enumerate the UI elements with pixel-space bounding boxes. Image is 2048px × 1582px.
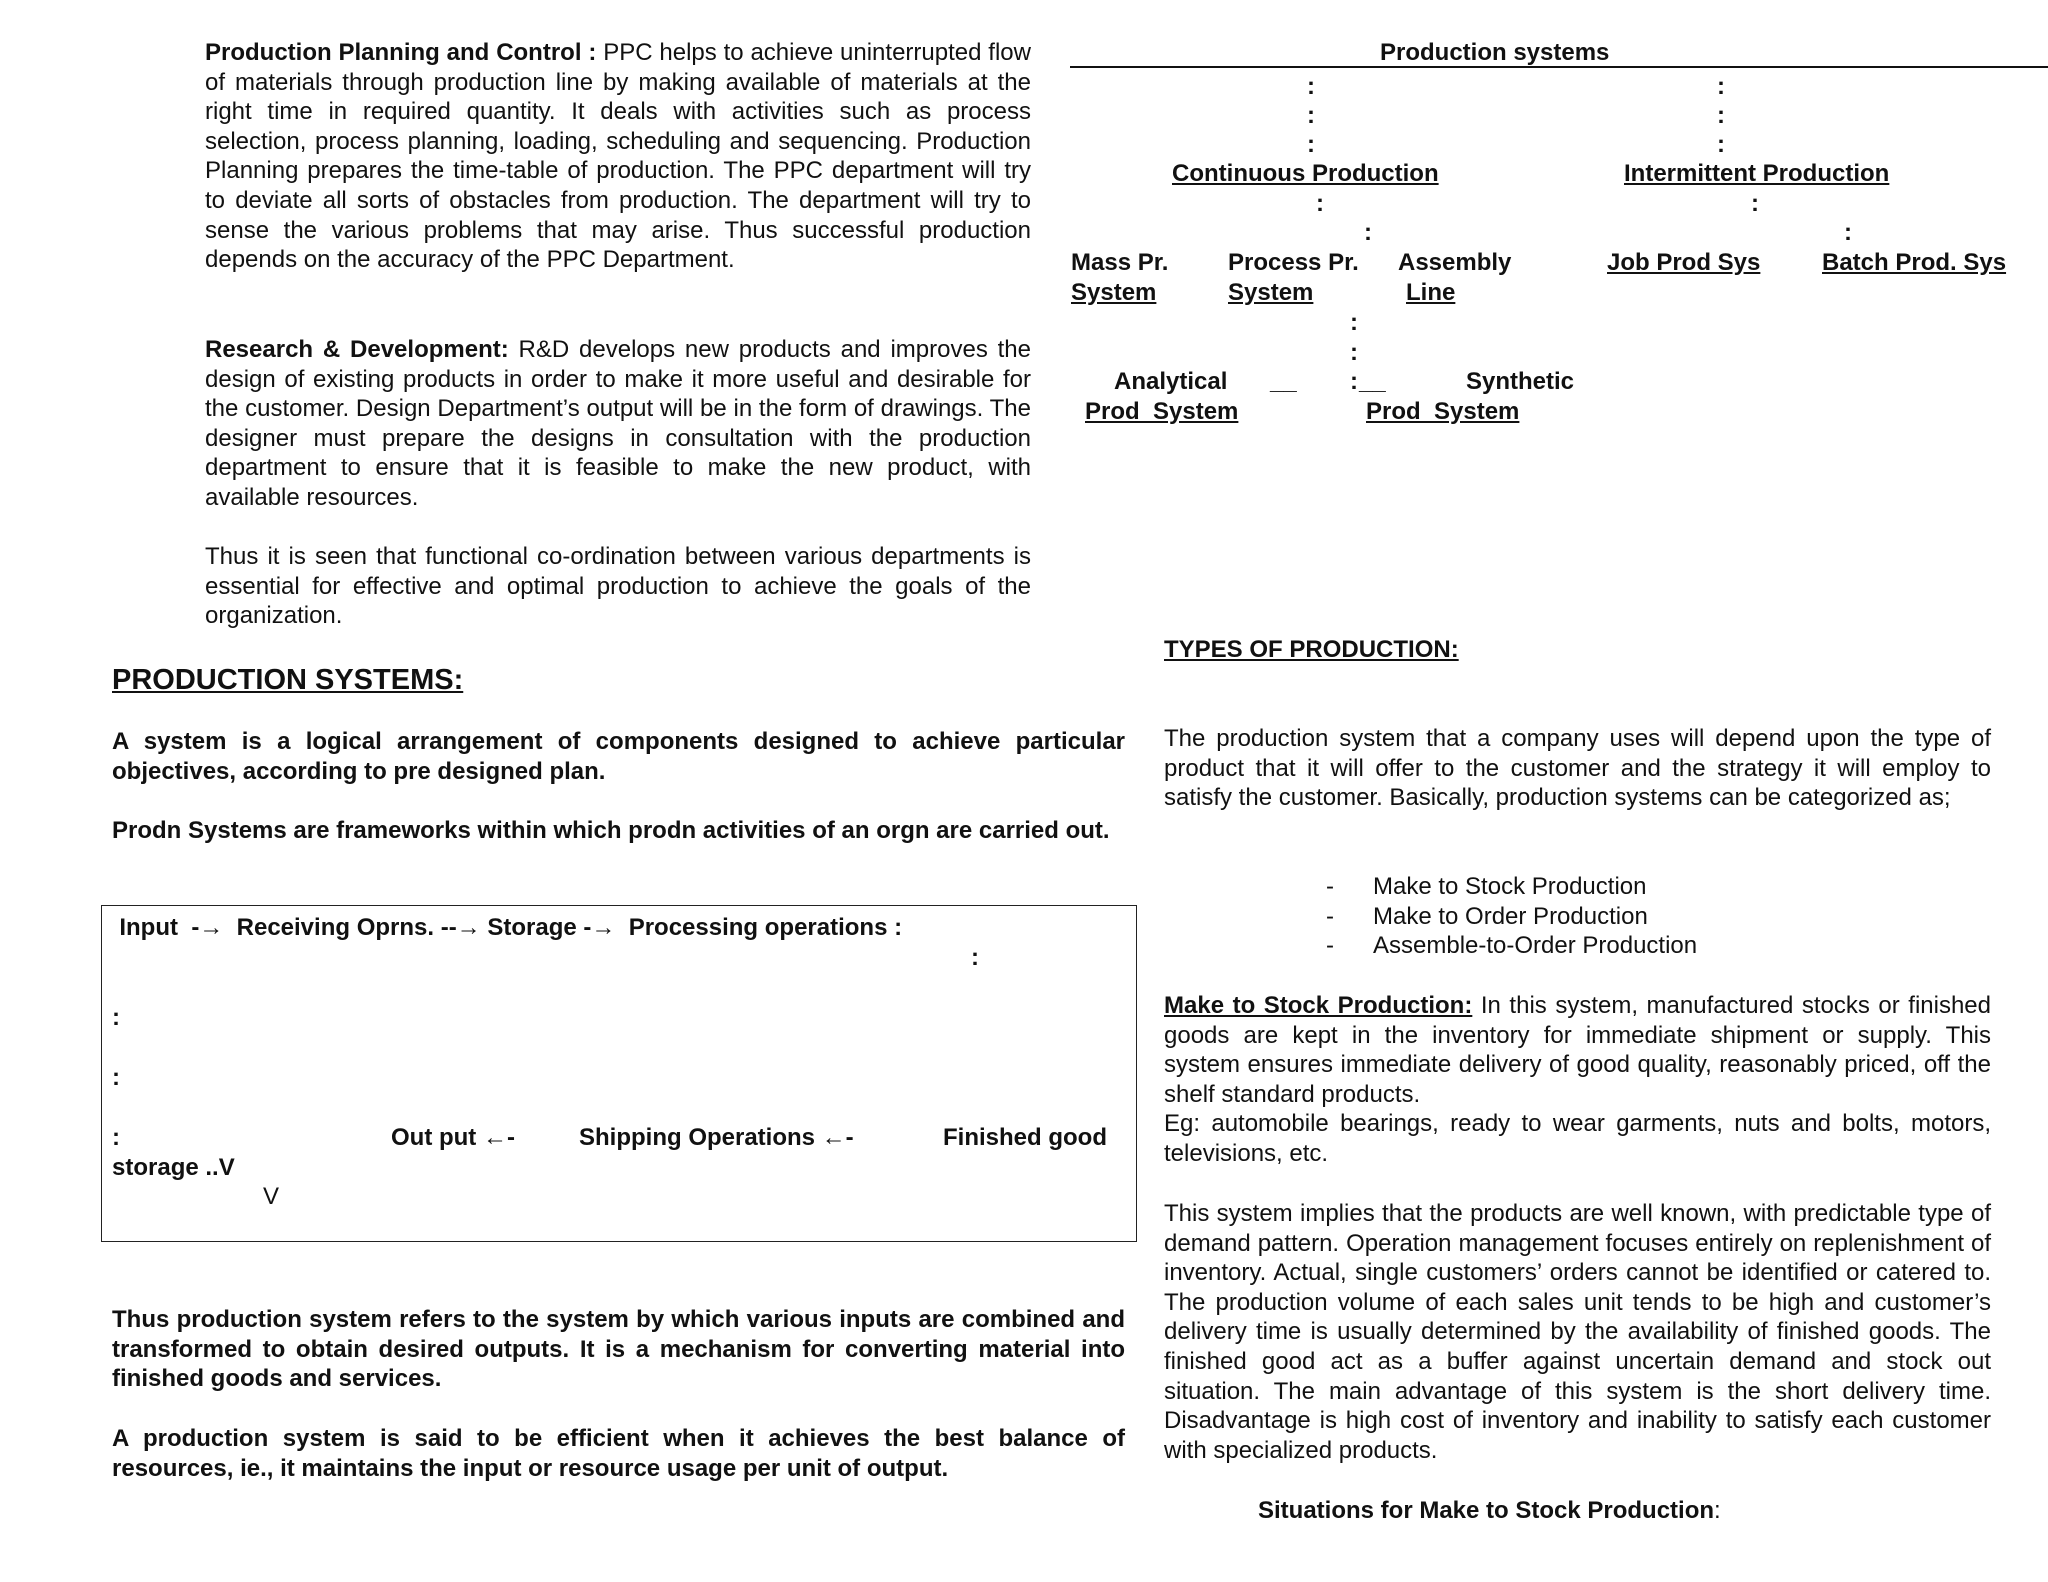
diagram-synthetic-line2: Prod System: [1366, 397, 1520, 425]
rnd-text: R&D develops new products and improves the design of existing products in order to make it more useful and desirable for the customer. Design Department’s output will be in the form of drawings. The designer must prepare the designs in consultation with the production department to ensure that it is feasible to make the new product, with available resources.: [205, 336, 1032, 511]
diagram-intermittent: Intermittent Production: [1624, 160, 1890, 187]
diagram-synthetic-line1: Synthetic: [1466, 368, 1575, 395]
flow-colon: :: [112, 1064, 120, 1091]
flow-colon: :: [112, 1124, 120, 1151]
diagram-colon: :: [1307, 102, 1315, 129]
diagram-process-line1: Process Pr.: [1228, 249, 1359, 276]
diagram-colon: :: [1350, 368, 1358, 395]
list-item-label: Make to Order Production: [1373, 902, 1648, 930]
diagram-colon: :: [1844, 219, 1852, 246]
mts-example: Eg: automobile bearings, ready to wear garments, nuts and bolts, motors, televisions, etc.: [1164, 1110, 1991, 1167]
list-item: [1326, 872, 1697, 902]
types-list: [1326, 872, 1697, 961]
ppc-paragraph: [205, 38, 1031, 275]
list-item-label: Assemble-to-Order Production: [1373, 932, 1698, 960]
section-title: PRODUCTION SYSTEMS:: [112, 664, 464, 696]
diagram-analytical-line1: Analytical: [1114, 368, 1228, 395]
definition-system: A system is a logical arrangement of components designed to achieve particular objectives, according to pre designed plan.: [112, 728, 1125, 785]
flow-finished: Finished good: [943, 1124, 1107, 1151]
list-item: [1326, 902, 1697, 932]
flow-shipping: Shipping Operations ←-: [579, 1124, 854, 1151]
diagram-colon: :: [1307, 131, 1315, 158]
flow-box: [101, 905, 1137, 1242]
bullet: -: [1326, 873, 1334, 900]
flow-storage: storage ..V: [112, 1154, 235, 1181]
diagram-assembly-line1: Assembly: [1398, 249, 1512, 276]
diagram-title-rule: [1070, 66, 2048, 68]
diagram-continuous: Continuous Production: [1172, 160, 1439, 187]
diagram-colon: :: [1717, 102, 1725, 129]
ppc-heading: Production Planning and Control :: [205, 39, 597, 66]
diagram-analytical: [1070, 367, 1238, 426]
diagram-dash: __: [1359, 368, 1386, 395]
diagram-dash: __: [1270, 368, 1297, 395]
bullet: -: [1326, 902, 1334, 930]
rnd-heading: Research & Development:: [205, 336, 509, 363]
situations-heading-text: Situations for Make to Stock Production: [1258, 1497, 1715, 1524]
diagram-process-line2: System: [1228, 278, 1314, 306]
bullet: -: [1326, 932, 1334, 960]
diagram-colon: :: [1350, 309, 1358, 336]
diagram-assembly-line2: Line: [1406, 278, 1456, 306]
diagram-process: [1228, 248, 1359, 307]
flow-v: V: [263, 1183, 280, 1210]
flow-colon: :: [971, 944, 979, 971]
ppc-text: PPC helps to achieve uninterrupted flow of materials through production line by making available of materials at the right time in required quantity. It deals with activities such as process selection, process planning, loading, scheduling and sequencing. Production Planning prepares the time-table of production. The PPC department will try to deviate all sorts of obstacles from production. The department will try to sense the various problems that may arise. Thus successful production depends on the accuracy of the PPC Department.: [205, 39, 1031, 274]
list-item: [1326, 931, 1697, 961]
diagram-colon: :: [1717, 131, 1725, 158]
diagram-colon: :: [1307, 73, 1315, 100]
flow-line-1: Input -→ Receiving Oprns. --→ Storage -→ Processing operations :: [106, 914, 903, 941]
diagram-mass: [1071, 248, 1198, 307]
list-item-label: Make to Stock Production: [1373, 873, 1647, 900]
diagram-assembly: [1398, 248, 1511, 307]
rnd-paragraph: [205, 335, 1031, 513]
types-intro: The production system that a company uses will depend upon the type of product that it will offer to the customer and the strategy it will employ to satisfy the customer. Basically, production systems can be categorized as;: [1164, 725, 1991, 812]
mts-text: In this system, manufactured stocks or finished goods are kept in the inventory for immediate shipment or supply. This system ensures immediate delivery of good quality, reasonably priced, off the shelf standard products.: [1164, 992, 1991, 1108]
diagram-colon: :: [1316, 190, 1324, 217]
diagram-title: Production systems: [1380, 39, 1610, 66]
situations-colon: :: [1714, 1497, 1721, 1524]
diagram-batch: Batch Prod. Sys: [1822, 249, 2007, 276]
mts-heading: Make to Stock Production:: [1164, 992, 1473, 1019]
coordination-text: Thus it is seen that functional co-ordination between various departments is essential for effective and optimal production to achieve the goals of the organization.: [205, 543, 1031, 630]
diagram-job: Job Prod Sys: [1607, 249, 1761, 276]
diagram-synthetic: [1366, 367, 1574, 426]
diagram-colon: :: [1717, 73, 1725, 100]
implies-paragraph: This system implies that the products are well known, with predictable type of demand pattern. Operation management focuses entirely on replenishment of inventory. Actual, single customers’ orders cannot be identified or catered to. The production volume of each sales unit tends to be high and customer’s delivery time is usually determined by the availability of finished goods. The finished good act as a buffer against uncertain demand and stock out situation. The main advantage of this system is the short delivery time. Disadvantage is high cost of inventory and inability to satisfy each customer with specialized products.: [1164, 1200, 1991, 1464]
diagram-analytical-line2: Prod System: [1085, 397, 1239, 425]
definition-transform: Thus production system refers to the system by which various inputs are combined and transformed to obtain desired outputs. It is a mechanism for converting material into finished goods and services.: [112, 1306, 1125, 1393]
diagram-colon: :: [1364, 219, 1372, 246]
diagram-mass-line1: Mass Pr.: [1071, 249, 1169, 276]
diagram-mass-line2: System: [1071, 278, 1157, 306]
diagram-colon: :: [1751, 190, 1759, 217]
coordination-paragraph: [205, 542, 1031, 631]
definition-efficient: A production system is said to be efficient when it achieves the best balance of resources, ie., it maintains the input or resource usage per unit of output.: [112, 1425, 1125, 1482]
flow-out-put: Out put ←-: [391, 1124, 515, 1151]
mts-paragraph: [1164, 991, 1991, 1169]
definition-prodn-systems: Prodn Systems are frameworks within which prodn activities of an orgn are carried out.: [112, 817, 1110, 844]
situations-heading: [1258, 1496, 1721, 1526]
types-title: TYPES OF PRODUCTION:: [1164, 636, 1459, 663]
flow-colon: :: [112, 1004, 120, 1031]
diagram-colon: :: [1350, 339, 1358, 366]
